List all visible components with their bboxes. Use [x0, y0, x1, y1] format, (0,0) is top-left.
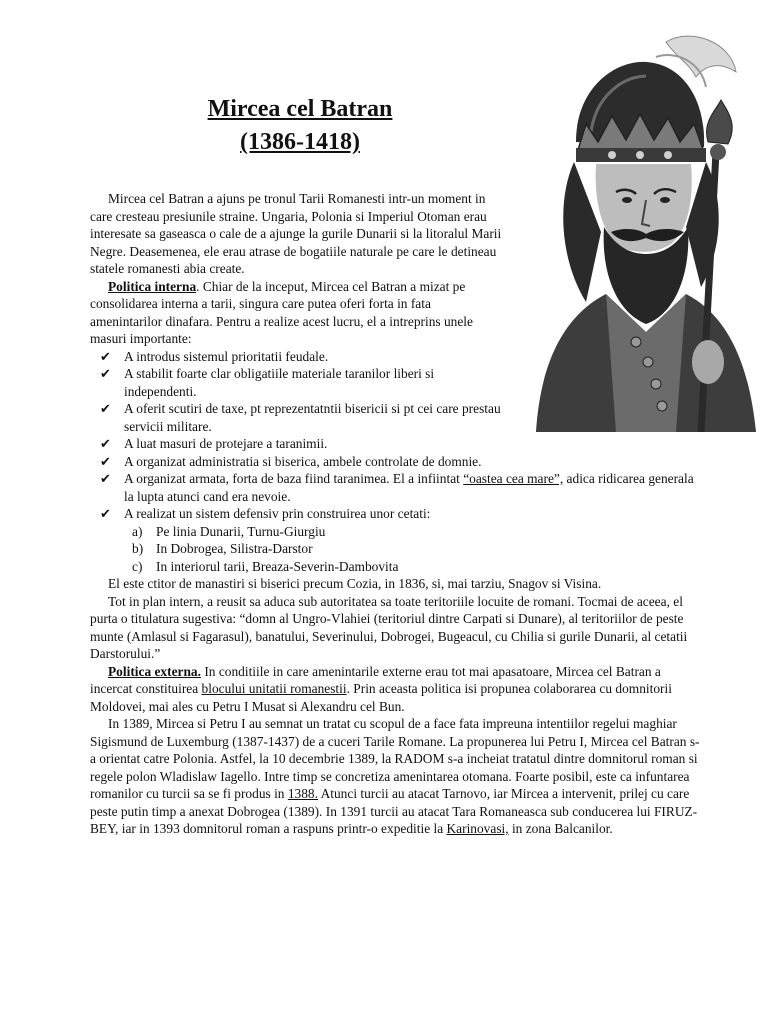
- checkmark-icon: ✔: [100, 436, 111, 451]
- politica-interna-paragraph: [90, 278, 504, 348]
- page-title: Mircea cel Batran: [207, 96, 393, 122]
- karinovasi-link: Karinovasi,: [446, 821, 509, 836]
- checkmark-icon: ✔: [100, 366, 111, 381]
- oastea-cea-mare-link: “oastea cea mare”,: [463, 471, 564, 486]
- checkmark-icon: ✔: [100, 348, 111, 364]
- list-item: ✔ A stabilit foarte clar obligatiile materiale taranilor liberi si independenti.: [100, 366, 435, 399]
- politica-externa-heading: Politica externa.: [108, 663, 201, 679]
- blocul-unitatii-link: blocului unitatii romanestii: [201, 681, 347, 696]
- cetati-item: b) In Dobrogea, Silistra-Darstor: [132, 541, 313, 556]
- intro-paragraph: Mircea cel Batran a ajuns pe tronul Tarii Romanesti intr-un moment in care cresteau presiunile straine. Ungaria, Polonia si Imperiul Otoman erau interesate sa gaseasca o cale de a ajunge la gurile Dunarii si la litoralul Marii Negre. Deasemenea, ele erau atrase de bogatiile naturale pe care le detineau statele romanesti abia create.: [90, 191, 502, 276]
- cetati-item: c) In interiorul tarii, Breaza-Severin-Dambovita: [132, 558, 399, 574]
- checkmark-icon: ✔: [100, 506, 111, 521]
- list-item: ✔ A realizat un sistem defensiv prin construirea unor cetati:: [100, 506, 431, 521]
- list-item: ✔ A introdus sistemul prioritatii feudale.: [100, 348, 329, 364]
- year-1388-link: 1388.: [287, 786, 318, 801]
- checkmark-icon: ✔: [100, 453, 111, 469]
- list-item: ✔ A organizat armata, forta de baza fiind taranimea. El a infiintat “oastea cea mare”, adica ridicarea generala la lupta atunci cand era nevoie.: [100, 471, 694, 504]
- cetati-item: a) Pe linia Dunarii, Turnu-Giurgiu: [132, 523, 326, 539]
- measures-list: [90, 348, 702, 576]
- document-body: [90, 190, 702, 838]
- checkmark-icon: ✔: [100, 401, 111, 416]
- ctitor-paragraph: El este ctitor de manastiri si biserici precum Cozia, in 1836, si, mai tarziu, Snagov si Visina.: [108, 576, 602, 591]
- list-item: ✔ A organizat administratia si biserica, ambele controlate de domnie.: [100, 453, 482, 469]
- list-item: ✔ A luat masuri de protejare a taranimii.: [100, 436, 328, 451]
- list-item: ✔ A oferit scutiri de taxe, pt reprezentatntii bisericii si pt cei care prestau servicii militare.: [100, 401, 501, 434]
- tratat-paragraph: In 1389, Mircea si Petru I au semnat un tratat cu scopul de a face fata impreuna intentiilor regelui maghiar Sigismund de Luxemburg (1387-1437) de a cuceri Tarile Romane. La propunerea lui Petru I, Mircea cel Batran s-a orientat catre Polonia. Astfel, la 10 decembrie 1389, la RADOM s-a incheiat tratatul dintre domnitorul roman si regele polon Wladislaw Iagello. Intre timp se concretiza amenintarea otomana. Foarte posibil, este ca infuntarea romanilor cu turcii sa se fi produs in 1388. Atunci turcii au atacat Tarnovo, iar Mircea a intervenit, prilej cu care peste putin timp a anexat Dobrogea (1389). In 1391 turcii au atacat Tara Romaneasca sub conducerea lui FIRUZ-BEY, iar in 1393 domnitorul roman a raspuns printr-o expeditie la Karinovasi, in zona Balcanilor.: [90, 716, 700, 836]
- page-subtitle-years: (1386-1418): [240, 129, 360, 155]
- titulatura-paragraph: Tot in plan intern, a reusit sa aduca sub autoritatea sa toate teritoriile locuite de romani. Tocmai de aceea, el purta o titulatura sugestiva: “domn al Ungro-Vlahiei (teritoriul dintre Carpati si Dunare), al teritoriilor de peste munte (Amlasul si Fagarasul), banatului, Severinului, Dobrogei, Bugeacul, cu Chilia si gurile Dunarii, al cetatii Darstorului.”: [90, 593, 688, 661]
- politica-externa-paragraph: Politica externa. In conditiile in care amenintarile externe erau tot mai apasatoare, Mircea cel Batran a incercat constituirea blocului unitatii romanestii. Prin aceasta politica isi propunea colaborarea cu domnitorii Moldovei, mai ales cu Petru I Musat si Alexandru cel Bun.: [90, 663, 672, 714]
- politica-interna-heading: Politica interna: [108, 278, 197, 294]
- checkmark-icon: ✔: [100, 471, 111, 486]
- politica-interna-text: . Chiar de la inceput, Mircea cel Batran a mizat pe consolidarea interna a tarii, singura care putea oferi forta in fata amenintarilor dinafara. Pentru a realize acest lucru, el a intreprins unele masuri importante:: [90, 278, 473, 346]
